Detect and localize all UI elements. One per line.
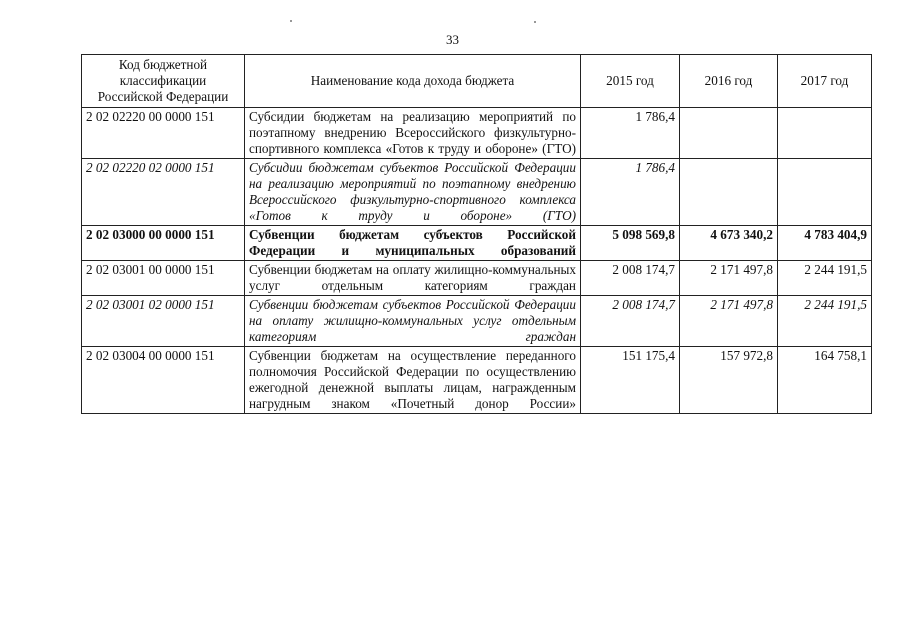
row-name: Субвенции бюджетам на оплату жилищно-коммунальных услуг отдельным категориям граждан bbox=[245, 261, 581, 296]
row-value-2016 bbox=[680, 159, 778, 226]
table-row bbox=[82, 108, 872, 159]
scan-speck bbox=[290, 20, 292, 22]
scan-speck bbox=[534, 21, 536, 23]
header-name: Наименование кода дохода бюджета bbox=[245, 55, 581, 108]
row-value-2015: 1 786,4 bbox=[581, 159, 680, 226]
header-2015: 2015 год bbox=[581, 55, 680, 108]
table-row bbox=[82, 159, 872, 226]
row-code: 2 02 02220 00 0000 151 bbox=[82, 108, 245, 159]
row-value-2015: 2 008 174,7 bbox=[581, 296, 680, 347]
row-value-2016: 157 972,8 bbox=[680, 347, 778, 414]
row-value-2017 bbox=[778, 159, 872, 226]
row-value-2017: 164 758,1 bbox=[778, 347, 872, 414]
row-value-2017: 4 783 404,9 bbox=[778, 226, 872, 261]
page-number: 33 bbox=[446, 32, 459, 47]
row-name: Субвенции бюджетам субъектов Российской Федерации на оплату жилищно-коммунальных услуг отдельным категориям граждан bbox=[245, 296, 581, 347]
row-value-2015: 2 008 174,7 bbox=[581, 261, 680, 296]
budget-income-table bbox=[81, 54, 872, 414]
row-value-2015: 5 098 569,8 bbox=[581, 226, 680, 261]
row-value-2015: 151 175,4 bbox=[581, 347, 680, 414]
header-code: Код бюджетной классификации Российской Федерации bbox=[82, 55, 245, 108]
row-code: 2 02 03004 00 0000 151 bbox=[82, 347, 245, 414]
row-name: Субсидии бюджетам субъектов Российской Федерации на реализацию мероприятий по поэтапному внедрению Всероссийского физкультурно-спортивного комплекса «Готов к труду и обороне» (ГТО) bbox=[245, 159, 581, 226]
row-value-2016: 2 171 497,8 bbox=[680, 261, 778, 296]
table-row bbox=[82, 261, 872, 296]
row-value-2016 bbox=[680, 108, 778, 159]
row-value-2017: 2 244 191,5 bbox=[778, 296, 872, 347]
row-value-2017: 2 244 191,5 bbox=[778, 261, 872, 296]
row-name: Субвенции бюджетам субъектов Российской Федерации и муниципальных образований bbox=[245, 226, 581, 261]
row-value-2015: 1 786,4 bbox=[581, 108, 680, 159]
row-name: Субвенции бюджетам на осуществление переданного полномочия Российской Федерации по осуществлению ежегодной денежной выплаты лицам, награжденным нагрудным знаком «Почетный донор России» bbox=[245, 347, 581, 414]
row-value-2016: 4 673 340,2 bbox=[680, 226, 778, 261]
table-row bbox=[82, 347, 872, 414]
table-header-row bbox=[82, 55, 872, 108]
row-code: 2 02 02220 02 0000 151 bbox=[82, 159, 245, 226]
header-2016: 2016 год bbox=[680, 55, 778, 108]
table-row bbox=[82, 296, 872, 347]
row-value-2016: 2 171 497,8 bbox=[680, 296, 778, 347]
row-code: 2 02 03001 00 0000 151 bbox=[82, 261, 245, 296]
header-2017: 2017 год bbox=[778, 55, 872, 108]
row-name: Субсидии бюджетам на реализацию мероприятий по поэтапному внедрению Всероссийского физкультурно-спортивного комплекса «Готов к труду и обороне» (ГТО) bbox=[245, 108, 581, 159]
row-value-2017 bbox=[778, 108, 872, 159]
row-code: 2 02 03000 00 0000 151 bbox=[82, 226, 245, 261]
row-code: 2 02 03001 02 0000 151 bbox=[82, 296, 245, 347]
table-row bbox=[82, 226, 872, 261]
